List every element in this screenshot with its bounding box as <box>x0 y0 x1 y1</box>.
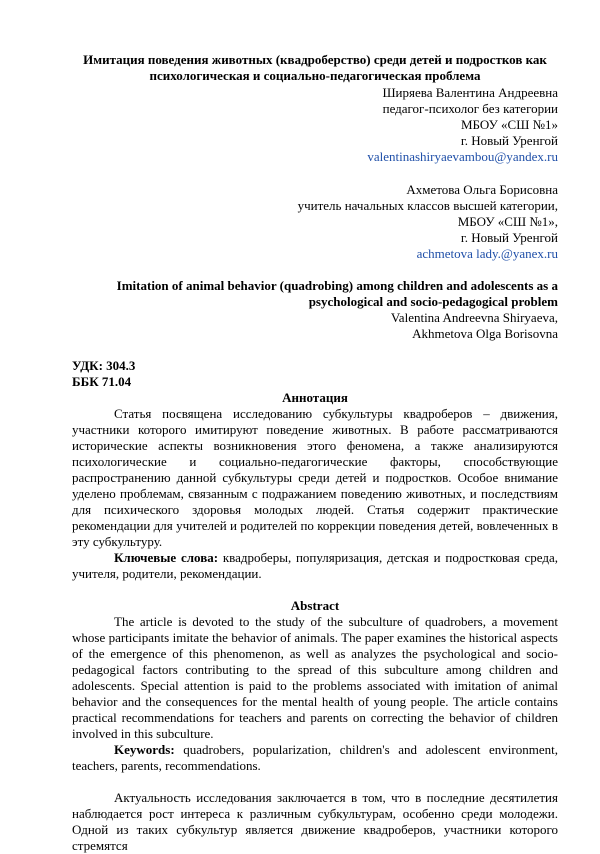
keywords-en: quadrobers, popularization, children's and adolescent environment, teachers, parents, recommendations. <box>72 742 558 773</box>
spacer <box>72 165 558 181</box>
author1-email-link[interactable]: valentinashiryaevambou@yandex.ru <box>367 149 558 164</box>
annotation-heading: Аннотация <box>282 390 348 405</box>
article-title-en: Imitation of animal behavior (quadrobing) among children and adolescents as a psychological and socio-pedagogical problem <box>116 278 558 309</box>
abstract-keywords <box>72 742 558 774</box>
author2-position: учитель начальных классов высшей категории, <box>297 198 558 213</box>
author1-position: педагог-психолог без категории <box>382 101 558 116</box>
author2-email-link[interactable]: achmetova lady.@yanex.ru <box>416 246 558 261</box>
author1-org: МБОУ «СШ №1» <box>461 117 558 132</box>
bbk-code: ББК 71.04 <box>72 374 132 389</box>
author1-block <box>72 85 558 165</box>
author1-city: г. Новый Уренгой <box>460 133 558 148</box>
keywords-label-ru: Ключевые слова: <box>114 550 219 565</box>
author2-block <box>72 182 558 262</box>
annotation-text: Статья посвящена исследованию субкультуры квадроберов – движения, участники которого имитируют поведение животных. В работе рассматриваются исторические аспекты возникновения этого феномена, а также анализируются психологические и социально-педагогические факторы, способствующие распространению данной субкультуры среди детей и подростков. Особое внимание уделено проблемам, связанным с подражанием поведению животных, и последствиям для психического здоровья молодых людей. Статья содержит практические рекомендации для учителей и родителей по коррекции поведения детей, вовлеченных в эту субкультуру. <box>72 406 558 549</box>
keywords-ru: квадроберы, популяризация, детская и подростковая среда, учителя, родители, рекомендации. <box>72 550 558 581</box>
author2-city: г. Новый Уренгой <box>460 230 558 245</box>
body-paragraph: Актуальность исследования заключается в том, что в последние десятилетия наблюдается рост интереса к различным субкультурам, особенно среди молодежи. Одной из таких субкультур является движение квадроберов, участники которого стремятся <box>72 790 558 853</box>
article-title-ru: Имитация поведения животных (квадроберство) среди детей и подростков как психологическая и социально-педагогическая проблема <box>83 52 547 83</box>
abstract-text: The article is devoted to the study of the subculture of quadrobers, a movement whose participants imitate the behavior of animals. The paper examines the historical aspects of the emergence of this phenomenon, as well as analyzes the psychological and socio-pedagogical factors contributing to the spread of this subculture among children and adolescents. Special attention is paid to the problems associated with imitation of animal behavior and the consequences for the mental health of young people. The article contains practical recommendations for teachers and parents on correcting the behavior of children involved in this subculture. <box>72 614 558 741</box>
abstract-heading: Abstract <box>290 598 340 613</box>
keywords-label-en: Keywords: <box>114 742 175 757</box>
authors-en-line2: Akhmetova Olga Borisovna <box>412 326 558 341</box>
author1-name: Ширяева Валентина Андреевна <box>382 85 558 100</box>
document-page <box>72 52 558 854</box>
spacer <box>72 262 558 278</box>
annotation-keywords <box>72 550 558 582</box>
classification-codes <box>72 358 558 390</box>
author2-name: Ахметова Ольга Борисовна <box>406 182 558 197</box>
authors-en-line1: Valentina Andreevna Shiryaeva, <box>390 310 558 325</box>
author2-org: МБОУ «СШ №1», <box>457 214 558 229</box>
udk-code: УДК: 304.3 <box>72 358 136 373</box>
